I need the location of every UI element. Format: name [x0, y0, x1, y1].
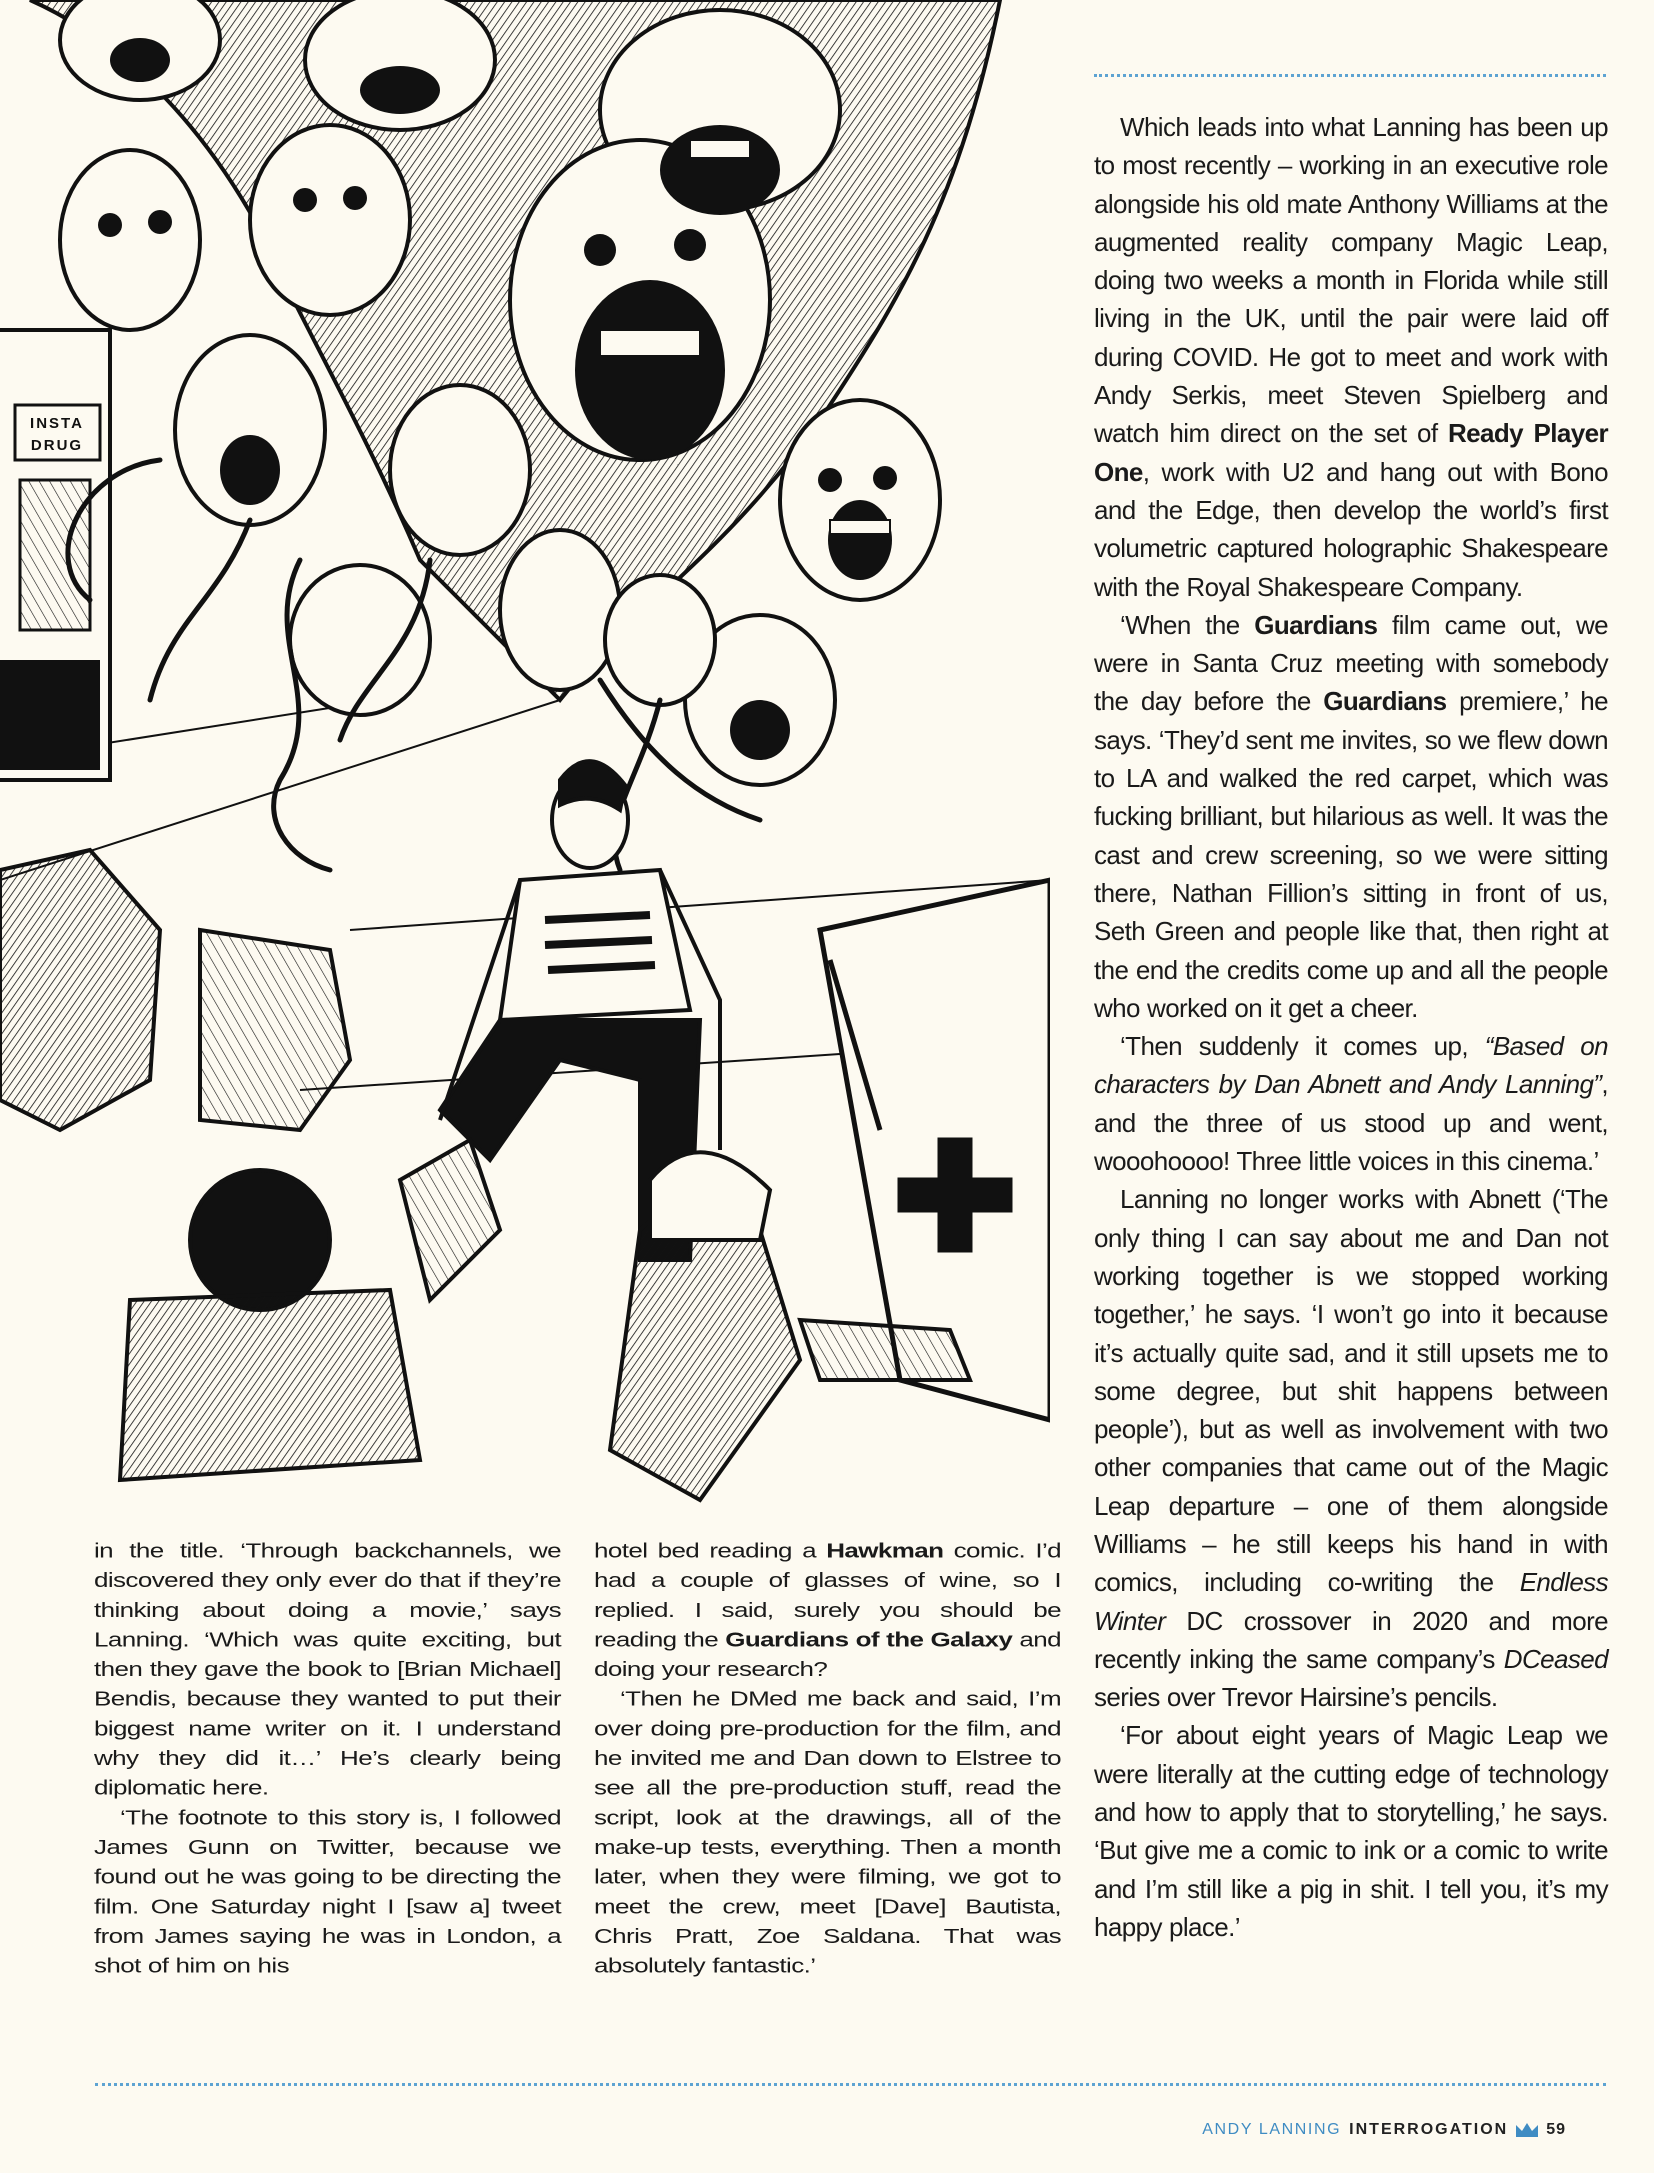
- left-text-column: [94, 1536, 561, 1980]
- footer-author: ANDY LANNING: [1202, 2121, 1342, 2138]
- right-text-column: [1094, 108, 1608, 1946]
- paragraph: Lanning no longer works with Abnett (‘The only thing I can say about me and Dan not working together is we stopped working together,’ he says. ‘I won’t go into it because it’s actually quite sad, and it still upsets me to some degree, but shit happens between people’), but as well as involvement with two other companies that came out of the Magic Leap departure – one of them alongside Williams – he still keeps his hand in with comics, including co-writing the Endless Winter DC crossover in 2020 and more recently inking the same company’s DCeased series over Trevor Hairsine’s pencils.: [1094, 1184, 1608, 1713]
- paragraph: ‘Then he DMed me back and said, I’m over doing pre-production for the film, and he invited me and Dan down to Elstree to see all the pre-production stuff, read the script, look at the drawings, all of the make-up tests, everything. Then a month later, when they were filming, we got to meet the crew, meet [Dave] Bautista, Chris Pratt, Zoe Saldana. That was absolutely fantastic.’: [594, 1687, 1061, 1978]
- paragraph: ‘For about eight years of Magic Leap we were literally at the cutting edge of technology and how to apply that to storytelling,’ he says. ‘But give me a comic to ink or a comic to write and I’m still like a pig in shit. I tell you, it’s my happy place.’: [1094, 1720, 1608, 1942]
- top-dotted-rule: [1094, 74, 1606, 77]
- page-footer: [1202, 2121, 1566, 2139]
- middle-text-column: [594, 1536, 1061, 1980]
- svg-text:DRUG: DRUG: [30, 437, 84, 454]
- paragraph: hotel bed reading a Hawkman comic. I’d had a couple of glasses of wine, so I replied. I said, surely you should be reading the Guardians of the Galaxy and doing your research?: [594, 1539, 1061, 1681]
- paragraph: in the title. ‘Through backchannels, we discovered they only ever do that if they’re thinking about doing a movie,’ says Lanning. ‘Which was quite exciting, but then they gave the book to [Brian Michael] Bendis, because they wanted to put their biggest name writer on it. I understand why they did it…’ He’s clearly being diplomatic here.: [94, 1539, 561, 1800]
- comic-illustration: [0, 0, 1050, 1527]
- paragraph: ‘Then suddenly it comes up, “Based on characters by Dan Abnett and Andy Lanning”, and the three of us stood up and went, wooohoooo! Three little voices in this cinema.’: [1094, 1031, 1609, 1177]
- page-number: 59: [1546, 2121, 1566, 2138]
- comic-artwork: [0, 0, 1050, 1527]
- footer-section: INTERROGATION: [1349, 2121, 1509, 2138]
- paragraph: ‘The footnote to this story is, I followed James Gunn on Twitter, because we found out he was going to be directing the film. One Saturday night I [saw a] tweet from James saying he was in London, a shot of him on his: [94, 1805, 561, 1978]
- paragraph: ‘When the Guardians film came out, we were in Santa Cruz meeting with somebody the day before the Guardians premiere,’ he says. ‘They’d sent me invites, so we flew down to LA and walked the red carpet, which was fucking brilliant, but hilarious as well. It was the cast and crew screening, so we were sitting there, Nathan Fillion’s sitting in front of us, Seth Green and people like that, then right at the end the credits come up and all the people who worked on it get a cheer.: [1094, 609, 1608, 1023]
- vending-machine: [0, 330, 110, 780]
- svg-text:INSTA: INSTA: [30, 415, 84, 432]
- bottom-dotted-rule: [95, 2083, 1606, 2086]
- magazine-logo-icon: [1516, 2123, 1538, 2137]
- paragraph: Which leads into what Lanning has been up to most recently – working in an executive role alongside his old mate Anthony Williams at the augmented reality company Magic Leap, doing two weeks a month in Florida while still living in the UK, until the pair were laid off during COVID. He got to meet and work with Andy Serkis, meet Steven Spielberg and watch him direct on the set of Ready Player One, work with U2 and hang out with Bono and the Edge, then develop the world’s first volumetric captured holographic Shakespeare with the Royal Shakespeare Company.: [1094, 112, 1608, 602]
